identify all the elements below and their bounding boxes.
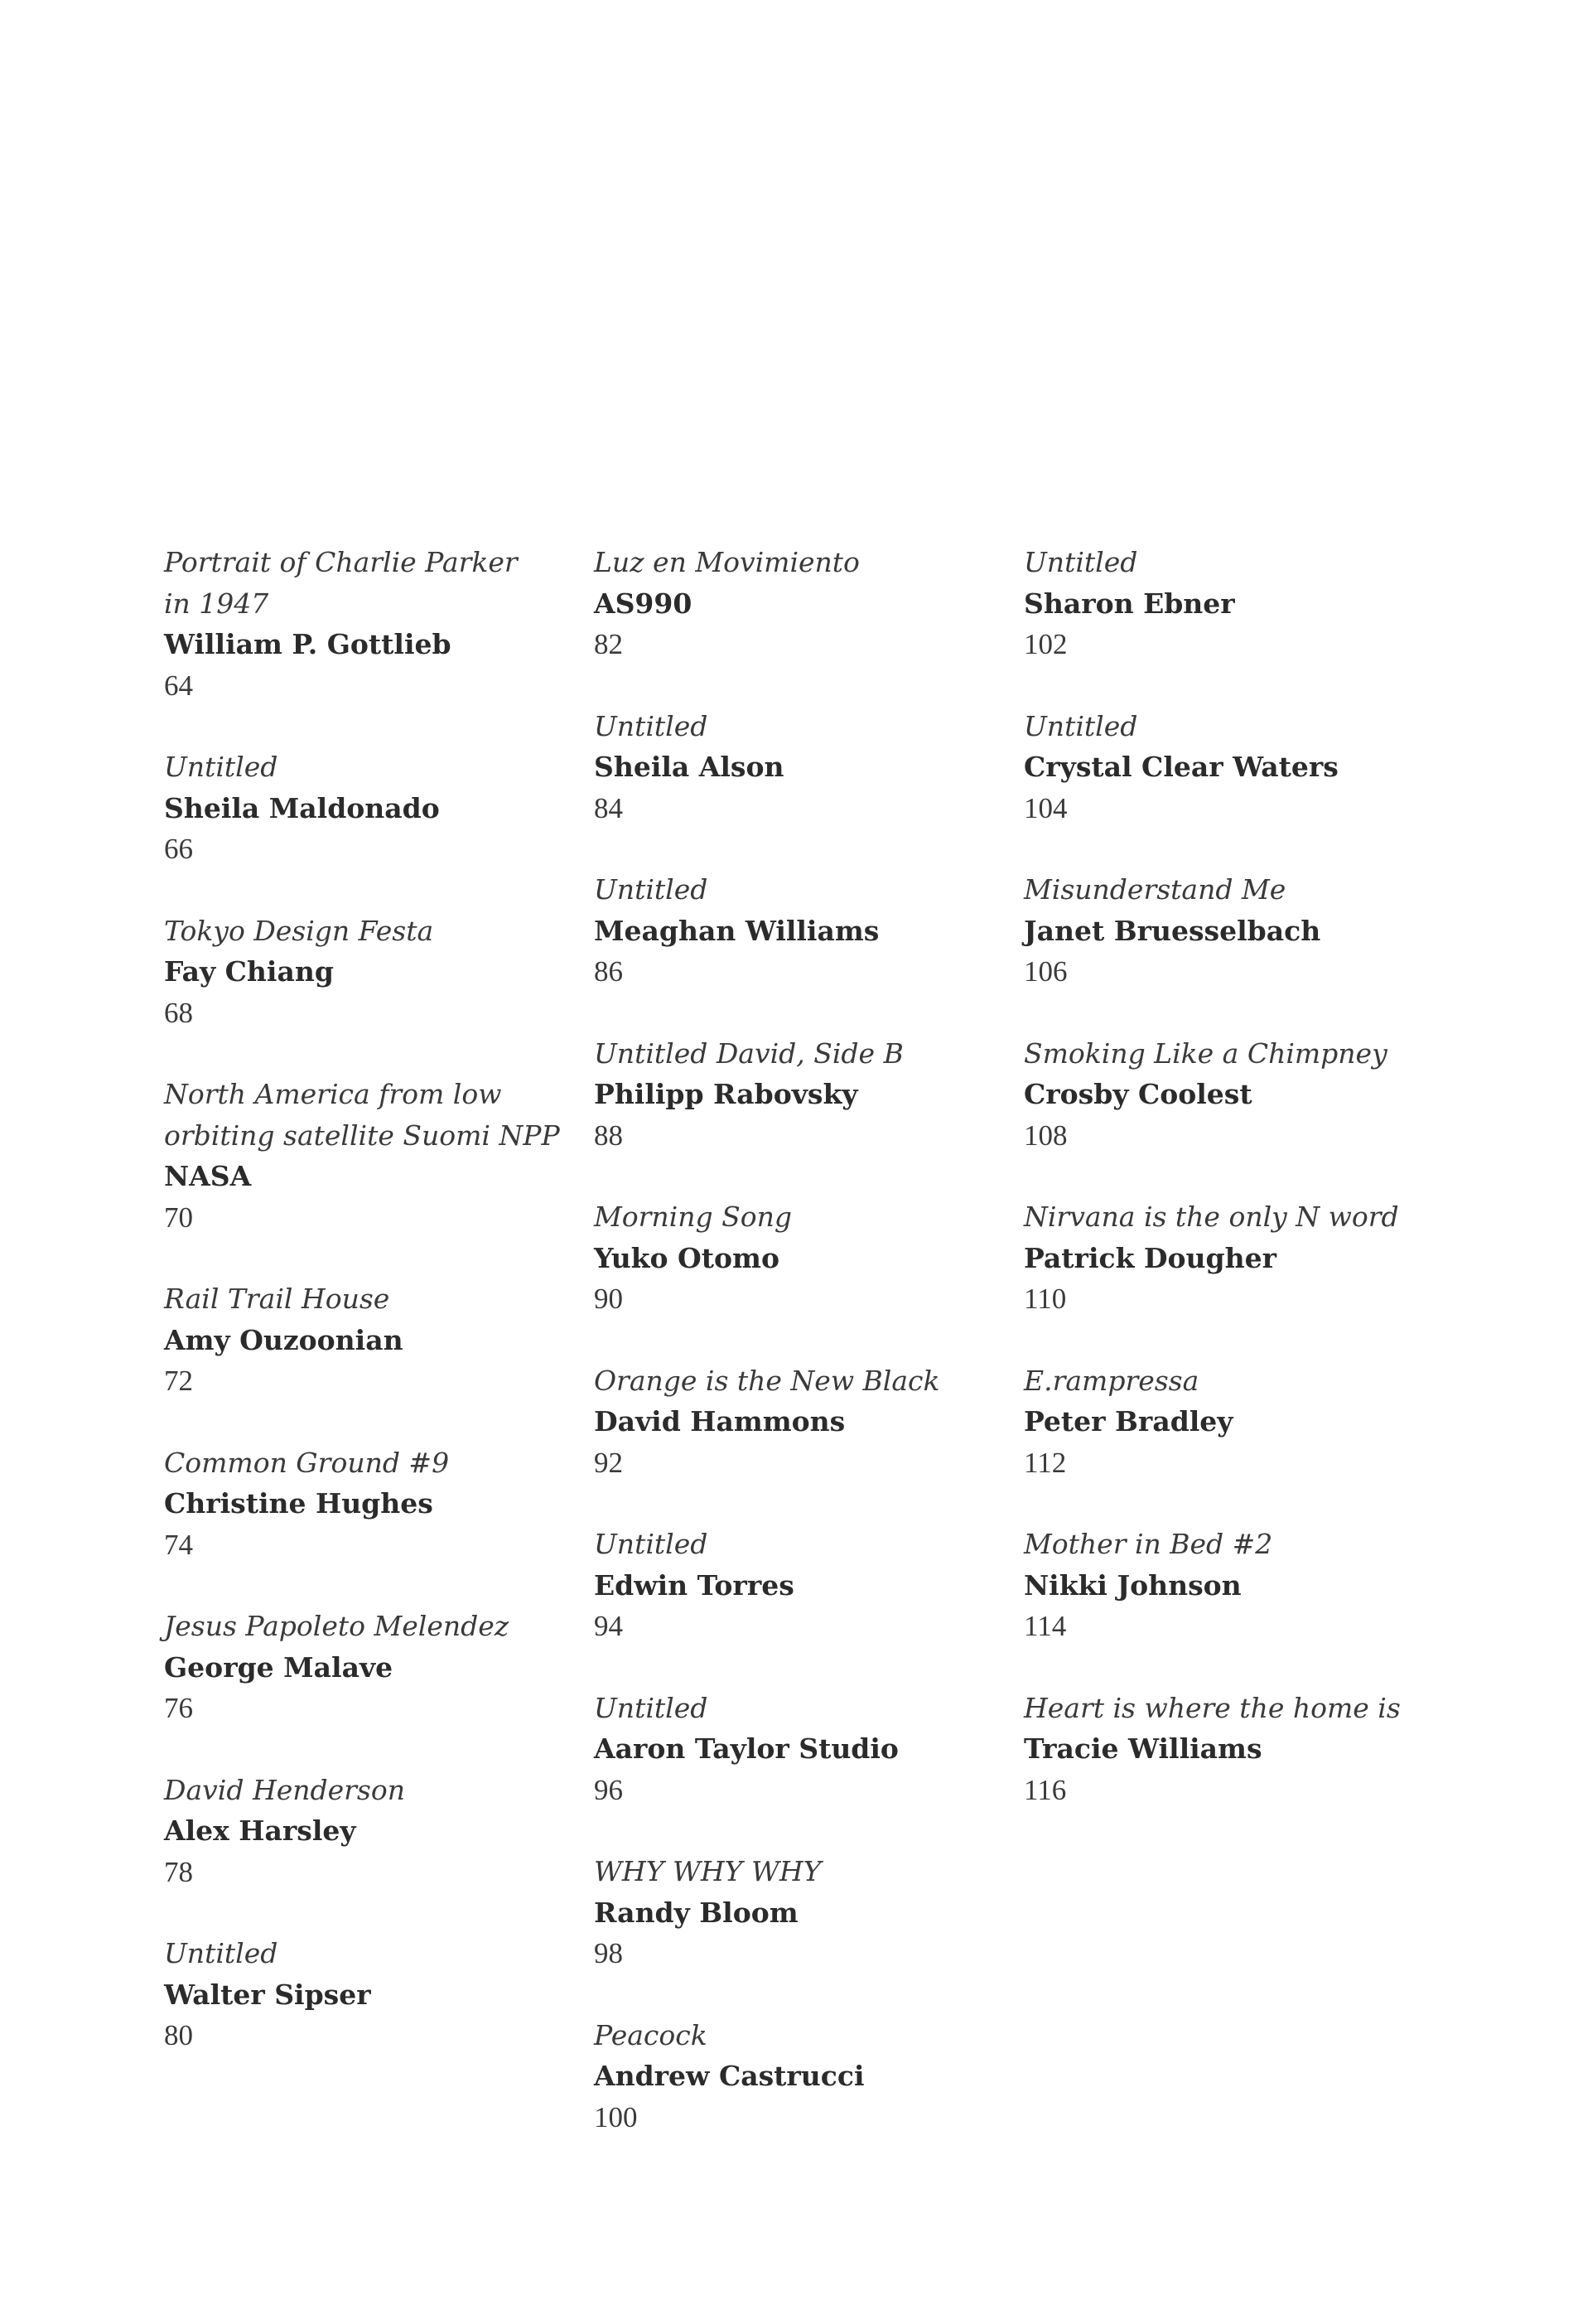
artist-name: NASA xyxy=(164,1160,252,1192)
artist-name: Andrew Castrucci xyxy=(594,2060,865,2092)
artwork-title: Jesus Papoleto Melendez xyxy=(164,1610,509,1642)
artist-name: Sharon Ebner xyxy=(1024,587,1235,620)
index-entry xyxy=(594,1033,1008,1157)
index-entry xyxy=(164,1933,578,2056)
artist-name: Meaghan Williams xyxy=(594,914,880,947)
artwork-title: David Henderson xyxy=(164,1773,405,1806)
artist-name: Sheila Alson xyxy=(594,751,784,783)
artist-name: Fay Chiang xyxy=(164,955,334,988)
artwork-title: Untitled xyxy=(594,709,708,742)
page-number: 92 xyxy=(594,1446,623,1479)
artwork-title: Untitled xyxy=(594,1691,708,1724)
index-entry xyxy=(1024,869,1438,993)
artwork-title: orbiting satellite Suomi NPP xyxy=(164,1119,560,1152)
artist-name: Christine Hughes xyxy=(164,1487,433,1520)
artwork-title: WHY WHY WHY xyxy=(594,1855,822,1887)
artist-name: Patrick Dougher xyxy=(1024,1241,1276,1274)
artwork-title: Portrait of Charlie Parker xyxy=(164,546,518,578)
artwork-title: Nirvana is the only N word xyxy=(1024,1201,1399,1233)
artwork-title: Orange is the New Black xyxy=(594,1364,940,1397)
index-entry xyxy=(594,1851,1008,1974)
page-number: 76 xyxy=(164,1692,193,1724)
index-entry xyxy=(164,1606,578,1729)
artist-name: Janet Bruesselbach xyxy=(1024,914,1321,947)
index-entry xyxy=(164,1074,578,1238)
artwork-title: Common Ground #9 xyxy=(164,1446,450,1479)
artist-name: George Malave xyxy=(164,1650,393,1684)
artist-name: Amy Ouzoonian xyxy=(164,1323,403,1356)
page-number: 74 xyxy=(164,1528,193,1561)
artist-name: AS990 xyxy=(594,587,692,620)
artwork-title: Heart is where the home is xyxy=(1024,1691,1401,1724)
page-number: 96 xyxy=(594,1773,623,1806)
page-number: 90 xyxy=(594,1283,623,1315)
page-number: 84 xyxy=(594,791,623,824)
page-number: 66 xyxy=(164,833,193,865)
index-entry xyxy=(1024,706,1438,829)
page-number: 116 xyxy=(1024,1773,1067,1806)
artwork-title: in 1947 xyxy=(164,587,269,620)
artist-name: Aaron Taylor Studio xyxy=(594,1732,899,1765)
page-number: 88 xyxy=(594,1119,623,1152)
artist-name: Alex Harsley xyxy=(164,1814,356,1847)
index-entry xyxy=(164,542,578,706)
artist-name: Philipp Rabovsky xyxy=(594,1078,858,1110)
artist-name: Walter Sipser xyxy=(164,1978,371,2011)
index-column-2 xyxy=(594,542,1008,2138)
index-entry xyxy=(164,911,578,1034)
page-number: 86 xyxy=(594,955,623,988)
index-column-1 xyxy=(164,542,578,2056)
page-number: 104 xyxy=(1024,791,1068,824)
artwork-title: Luz en Movimiento xyxy=(594,546,860,578)
index-entry xyxy=(1024,1033,1438,1157)
index-entry xyxy=(1024,1688,1438,1811)
index-entry xyxy=(594,1196,1008,1320)
index-column-3 xyxy=(1024,542,1438,1810)
artist-name: Edwin Torres xyxy=(594,1568,794,1602)
page-number: 114 xyxy=(1024,1610,1067,1642)
artist-name: Peter Bradley xyxy=(1024,1405,1233,1437)
page-number: 72 xyxy=(164,1365,193,1397)
page-number: 64 xyxy=(164,669,193,702)
artwork-title: Untitled xyxy=(594,1528,708,1560)
artist-name: David Hammons xyxy=(594,1405,846,1437)
index-entry xyxy=(1024,1524,1438,1647)
page-number: 68 xyxy=(164,996,193,1029)
page-number: 94 xyxy=(594,1610,623,1642)
artist-name: Crystal Clear Waters xyxy=(1024,751,1339,783)
artwork-title: Smoking Like a Chimpney xyxy=(1024,1036,1387,1070)
page-number: 78 xyxy=(164,1855,193,1888)
artwork-title: Untitled xyxy=(164,1937,278,1969)
index-entry xyxy=(1024,542,1438,665)
artwork-title: Misunderstand Me xyxy=(1024,873,1286,906)
artwork-title: Morning Song xyxy=(594,1201,792,1233)
page-number: 110 xyxy=(1024,1283,1067,1315)
index-entry xyxy=(594,2015,1008,2138)
page-number: 102 xyxy=(1024,628,1068,660)
artist-name: Randy Bloom xyxy=(594,1896,799,1929)
index-entry xyxy=(594,1688,1008,1811)
artwork-title: Untitled xyxy=(1024,546,1138,578)
index-entry xyxy=(594,542,1008,665)
page-number: 106 xyxy=(1024,955,1068,988)
page-number: 112 xyxy=(1024,1446,1067,1479)
index-entry xyxy=(594,706,1008,829)
artwork-title: Untitled xyxy=(164,751,278,783)
artist-name: Yuko Otomo xyxy=(594,1241,779,1274)
index-entry xyxy=(164,1770,578,1893)
page-number: 80 xyxy=(164,2019,193,2051)
index-entry xyxy=(594,1524,1008,1647)
artwork-title: Tokyo Design Festa xyxy=(164,914,434,947)
artwork-title: Peacock xyxy=(594,2018,707,2051)
page-number: 100 xyxy=(594,2100,638,2133)
artwork-title: North America from low xyxy=(164,1078,502,1110)
artwork-title: Untitled David, Side B xyxy=(594,1036,904,1070)
artist-name: Sheila Maldonado xyxy=(164,791,440,824)
artwork-title: Untitled xyxy=(594,873,708,906)
artwork-title: E.rampressa xyxy=(1024,1364,1199,1397)
artwork-title: Mother in Bed #2 xyxy=(1024,1528,1273,1560)
artist-name: Nikki Johnson xyxy=(1024,1568,1242,1602)
index-entry xyxy=(594,1360,1008,1484)
index-entry xyxy=(1024,1196,1438,1320)
index-entry xyxy=(164,1442,578,1566)
index-entry xyxy=(164,1278,578,1402)
page-number: 108 xyxy=(1024,1119,1068,1152)
page-number: 70 xyxy=(164,1201,193,1234)
artist-name: Crosby Coolest xyxy=(1024,1078,1252,1110)
page-number: 82 xyxy=(594,628,623,660)
artwork-title: Untitled xyxy=(1024,709,1138,742)
artwork-title: Rail Trail House xyxy=(164,1283,390,1315)
index-entry xyxy=(1024,1360,1438,1484)
page-number: 98 xyxy=(594,1937,623,1969)
artist-name: Tracie Williams xyxy=(1024,1732,1262,1765)
index-entry xyxy=(594,869,1008,993)
artist-name: William P. Gottlieb xyxy=(164,628,451,660)
index-entry xyxy=(164,746,578,870)
